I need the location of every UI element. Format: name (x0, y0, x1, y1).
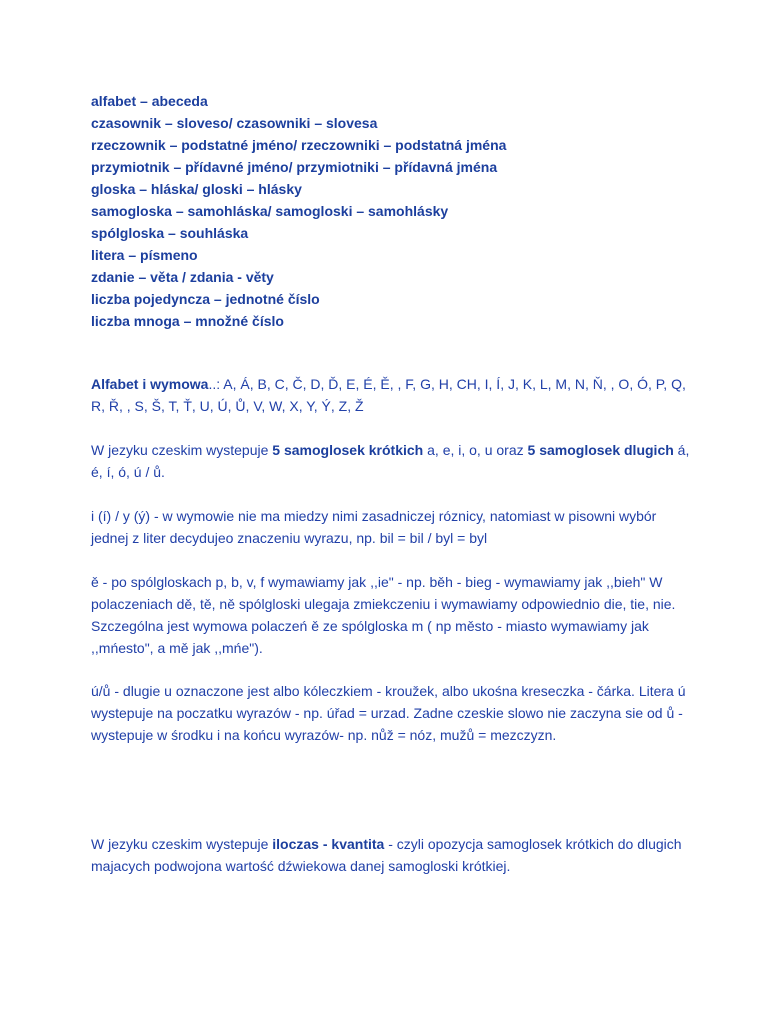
vowels-text-1: W jezyku czeskim wystepuje (91, 442, 273, 458)
alphabet-letters: ..: A, Á, B, C, Č, D, Ď, E, É, Ě, , F, G, H, CH, I, Í, J, K, L, M, N, Ň, , O, Ó, P, Q, R, Ř, , S, Š, T, Ť, U, Ú, Ů, V, W, X, Y, Ý, Z, Ž (91, 376, 686, 414)
long-vowels-term: 5 samoglosek dlugich (527, 442, 674, 458)
alphabet-heading: Alfabet i wymowa (91, 376, 209, 392)
vocab-item: alfabet – abeceda (91, 93, 208, 109)
vocabulary-list (91, 90, 506, 332)
length-text-1: W jezyku czeskim wystepuje (91, 836, 273, 852)
vocab-item: liczba pojedyncza – jednotné číslo (91, 291, 320, 307)
e-caron-paragraph: ě - po spólgloskach p, b, v, f wymawiamy jak ,,ie" - np. běh - bieg - wymawiamy jak ,,bieh" W polaczeniach dě, tě, ně spólgloski ulegaja zmiekczeniu i wymawiamy odpowiednio die, tie, nie. Szczególna jest wymowa polaczeń ě ze spólgloska m ( np město - miasto wymawiamy jak ,,mńesto", a mě jak ,,mńe"). (91, 574, 676, 656)
vowel-length-paragraph (91, 833, 691, 877)
vowels-text-2: a, e, i, o, u oraz (423, 442, 528, 458)
vowels-text-3: á, é, í, ó, ú / ů. (91, 442, 690, 480)
vocab-item: spólgloska – souhláska (91, 225, 249, 241)
vocab-item: przymiotnik – přídavné jméno/ przymiotniki – přídavná jména (91, 159, 498, 175)
vocab-item: gloska – hláska/ gloski – hlásky (91, 181, 302, 197)
vocab-item: zdanie – věta / zdania - věty (91, 269, 274, 285)
length-text-2: - czyli opozycja samoglosek krótkich do dlugich majacych podwojona wartość dźwiekowa danej samogloski krótkiej. (91, 836, 682, 874)
alphabet-paragraph (91, 373, 691, 417)
vowels-paragraph (91, 439, 691, 483)
vocab-item: samogloska – samohláska/ samogloski – samohlásky (91, 203, 449, 219)
vocab-item: czasownik – sloveso/ czasowniki – slovesa (91, 115, 378, 131)
u-ring-paragraph: ú/ů - dlugie u oznaczone jest albo kóleczkiem - kroužek, albo ukośna kreseczka - čárka. Litera ú wystepuje na poczatku wyrazów - np. úřad = urzad. Zadne czeskie slowo nie zaczyna sie od ů - wystepuje w środku i na końcu wyrazów- np. nůž = nóz, mužů = mezczyzn. (91, 683, 686, 743)
short-vowels-term: 5 samoglosek krótkich (272, 442, 424, 458)
vocab-item: liczba mnoga – množné číslo (91, 313, 284, 329)
vocab-item: litera – písmeno (91, 247, 198, 263)
vocab-item: rzeczownik – podstatné jméno/ rzeczowniki – podstatná jména (91, 137, 507, 153)
length-term: iloczas - kvantita (272, 836, 385, 852)
iy-paragraph: i (í) / y (ý) - w wymowie nie ma miedzy nimi zasadniczej róznicy, natomiast w pisowni wybór jednej z liter decydujeo znaczeniu wyrazu, np. bil = bil / byl = byl (91, 508, 657, 546)
